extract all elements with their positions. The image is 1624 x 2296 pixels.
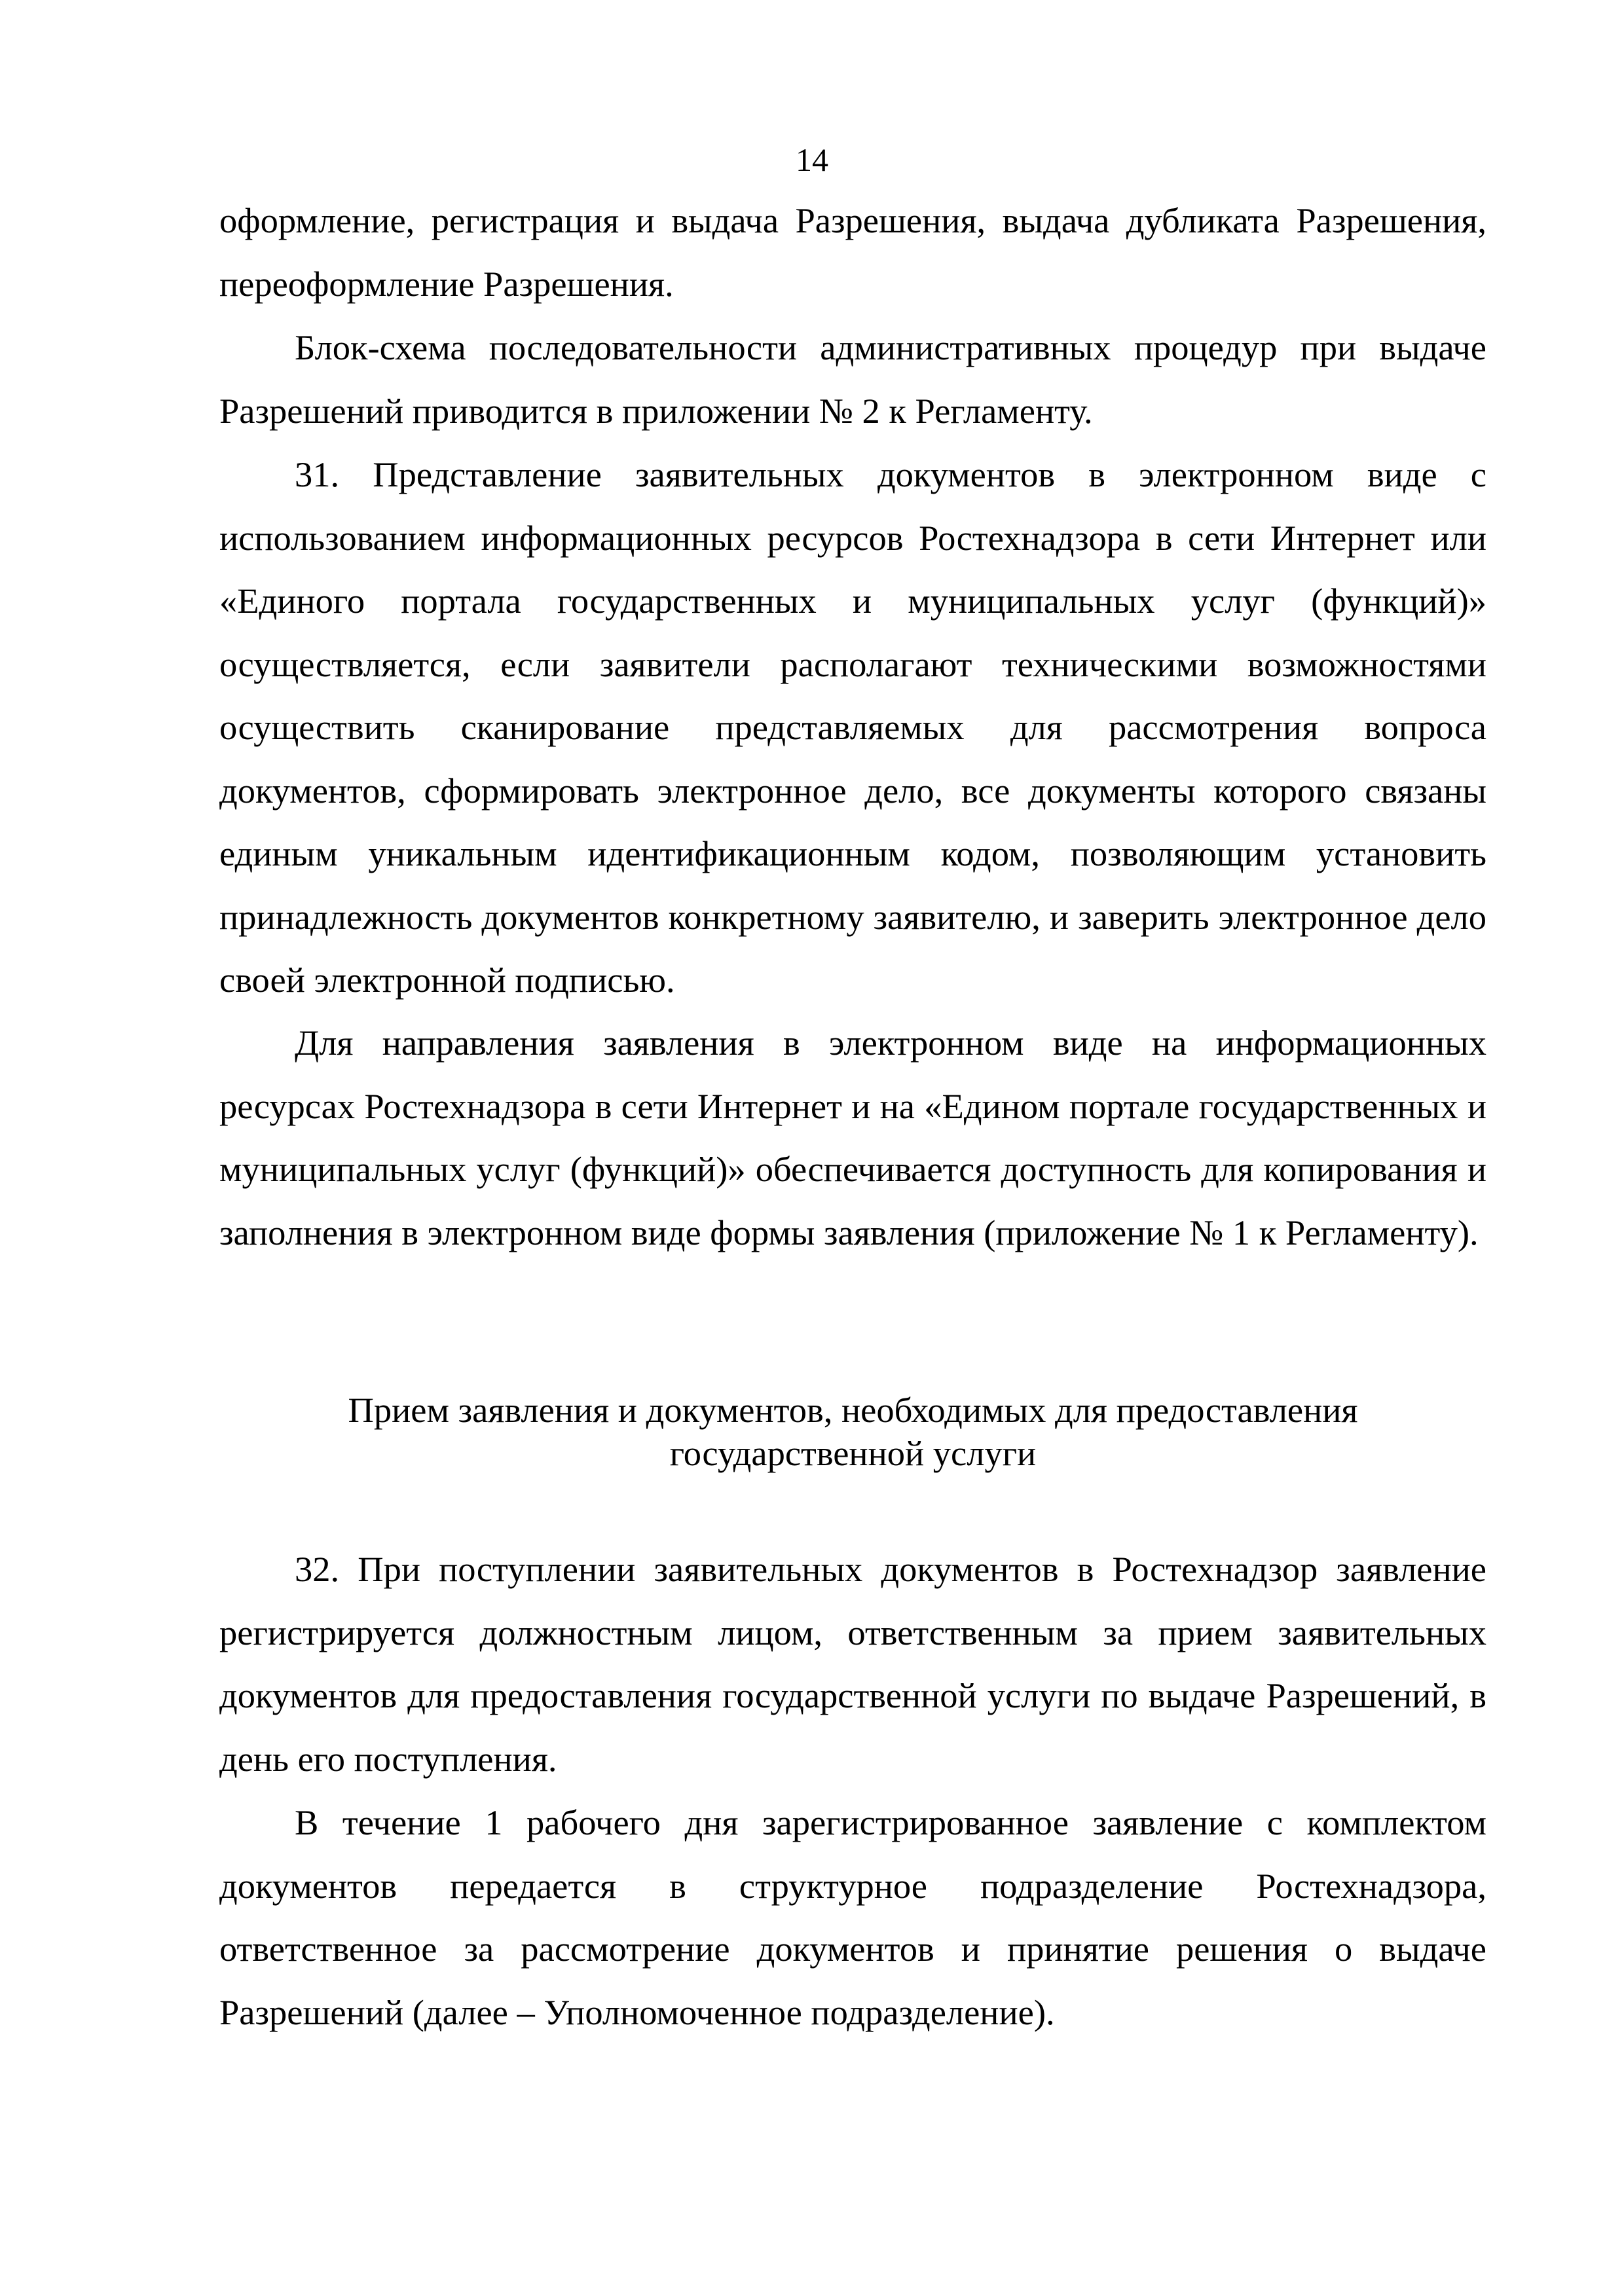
paragraph-electronic-form: Для направления заявления в электронном виде на информационных ресурсах Ростехнадзора в сети Интернет и на «Едином портале государственных и муниципальных услуг (функций)» обеспечивается доступность для копирования и заполнения в электронном виде формы заявления (приложение № 1 к Регламенту). (219, 1023, 1486, 1252)
paragraph-32: 32. При поступлении заявительных документов в Ростехнадзор заявление регистрируется должностным лицом, ответственным за прием заявительных документов для предоставления государственной услуги по выдаче Разрешений, в день его поступления. (219, 1549, 1486, 1779)
paragraph-transfer: В течение 1 рабочего дня зарегистрированное заявление с комплектом документов передается в структурное подразделение Ростехнадзора, ответственное за рассмотрение документов и принятие решения о выдаче Разрешений (далее – Уполномоченное подразделение). (219, 1802, 1486, 2032)
paragraph-continuation: оформление, регистрация и выдача Разрешения, выдача дубликата Разрешения, переоформление Разрешения. (219, 200, 1486, 304)
section-heading (219, 1389, 1486, 1475)
paragraph-block-scheme: Блок-схема последовательности административных процедур при выдаче Разрешений приводится в приложении № 2 к Регламенту. (219, 327, 1486, 431)
section-heading-line-1: Прием заявления и документов, необходимых для предоставления (348, 1390, 1358, 1430)
section-heading-line-2: государственной услуги (669, 1433, 1037, 1473)
paragraph-31: 31. Представление заявительных документов в электронном виде с использованием информационных ресурсов Ростехнадзора в сети Интернет или «Единого портала государственных и муниципальных услуг (функций)» осуществляется, если заявители располагают техническими возможностями осуществить сканирование представляемых для рассмотрения вопроса документов, сформировать электронное дело, все документы которого связаны единым уникальным идентификационным кодом, позволяющим установить принадлежность документов конкретному заявителю, и заверить электронное дело своей электронной подписью. (219, 454, 1486, 1000)
page-number: 14 (796, 141, 828, 178)
